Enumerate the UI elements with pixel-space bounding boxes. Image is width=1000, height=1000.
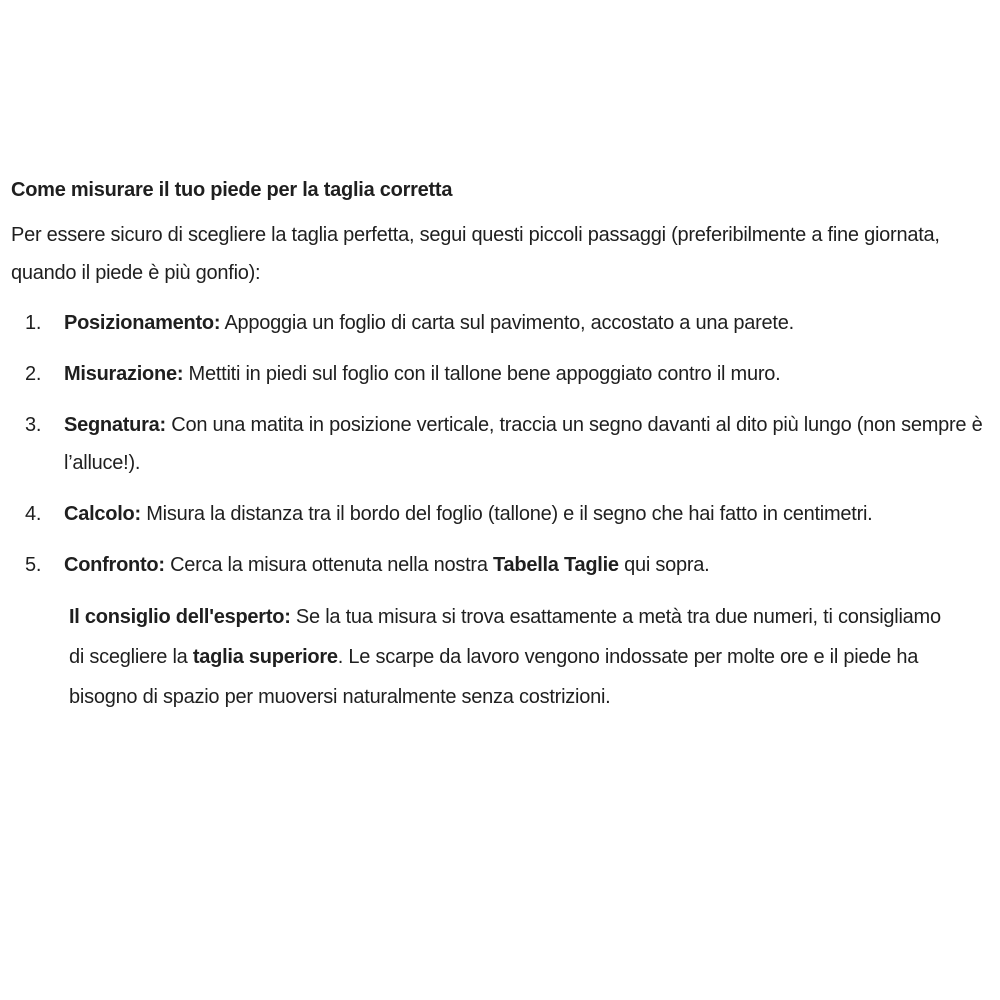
step-description-end: qui sopra. (618, 554, 710, 576)
step-number: 4. (25, 503, 42, 525)
step-description: Cerca la misura ottenuta nella nostra (164, 554, 493, 576)
step-number: 5. (25, 554, 42, 576)
steps-list (11, 304, 996, 584)
step-number: 3. (25, 414, 42, 436)
step-description: Misura la distanza tra il bordo del foglio (tallone) e il segno che hai fatto in centimetri. (140, 503, 873, 525)
list-item (11, 495, 996, 533)
step-description: Appoggia un foglio di carta sul pavimento, accostato a una parete. (220, 312, 794, 334)
step-number: 1. (25, 312, 42, 334)
list-item (11, 304, 996, 342)
step-title: Misurazione: (64, 363, 184, 385)
size-table-reference: Tabella Taglie (493, 554, 619, 576)
list-item (11, 546, 996, 584)
step-description: Con una matita in posizione verticale, traccia un segno davanti al dito più lungo (non sempre è l’alluce!). (64, 414, 983, 474)
list-item (11, 355, 996, 393)
step-number: 2. (25, 363, 42, 385)
list-item (11, 406, 996, 482)
tip-title: Il consiglio dell'esperto: (69, 606, 291, 628)
step-title: Confronto: (64, 554, 165, 576)
step-description: Mettiti in piedi sul foglio con il tallone bene appoggiato contro il muro. (183, 363, 781, 385)
tip-text-end: . Le scarpe da lavoro vengono indossate per molte ore e il piede ha bisogno di spazio per muoversi naturalmente senza costrizioni. (69, 646, 919, 708)
step-title: Posizionamento: (64, 312, 221, 334)
intro-paragraph: Per essere sicuro di scegliere la taglia perfetta, segui questi piccoli passaggi (preferibilmente a fine giornata, quando il piede è più gonfio): (11, 224, 940, 284)
tip-highlight: taglia superiore (192, 646, 338, 668)
section-heading: Come misurare il tuo piede per la taglia corretta (11, 179, 453, 201)
step-title: Segnatura: (64, 414, 166, 436)
step-title: Calcolo: (64, 503, 141, 525)
expert-tip (69, 597, 949, 717)
tip-text: Se la tua misura si trova esattamente a metà tra due numeri, ti consigliamo di scegliere la (69, 606, 941, 668)
article-content (11, 172, 996, 717)
